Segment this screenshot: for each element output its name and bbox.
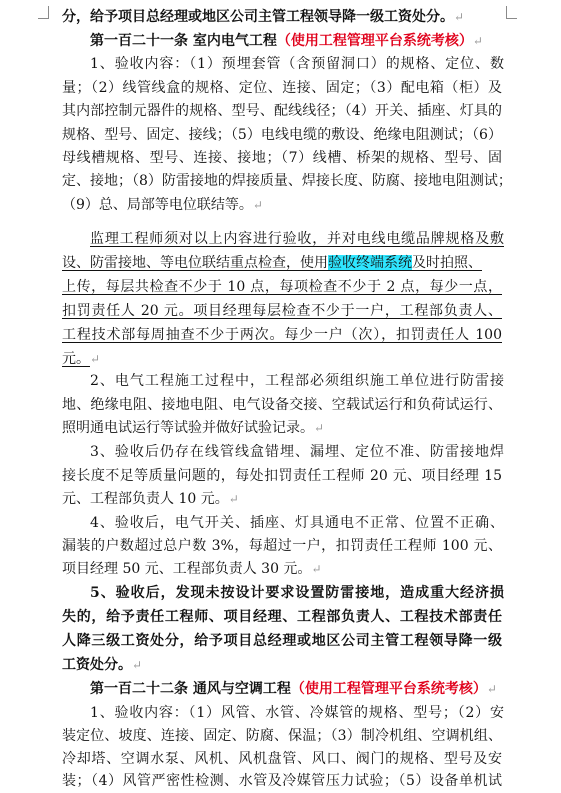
text-line: 地、绝缘电阻、接地电阻、电气设备交接、空载试运行和负荷试运行、 bbox=[62, 397, 502, 413]
text-line: 元。↵ bbox=[62, 351, 101, 367]
text-line: 照明通电试运行等试验并做好试验记录。↵ bbox=[62, 420, 325, 436]
paragraph-mark: ↵ bbox=[132, 658, 143, 672]
margin-crop-mark-right bbox=[506, 6, 517, 19]
article-heading-note: （使用工程管理平台系统考核） bbox=[276, 33, 473, 49]
paragraph-mark: ↵ bbox=[90, 352, 101, 366]
text-line: 失的，给予责任工程师、项目经理、工程部负责人、工程技术部责任 bbox=[62, 609, 502, 625]
text-line-underlined: 监理工程师须对以上内容进行验收，并对电线电缆品牌规格及敷 bbox=[90, 231, 504, 247]
text-line: 2、电气工程施工过程中，工程部必须组织施工单位进行防雷接 bbox=[90, 373, 504, 389]
text-line: 工资处分。↵ bbox=[62, 657, 143, 673]
text-line: 规格、型号、固定、接线；（5）电线电缆的敷设、绝缘电阻测试；（6） bbox=[62, 127, 502, 143]
article-heading-122: 第一百二十二条 通风与空调工程（使用工程管理平台系统考核）↵ bbox=[90, 681, 497, 697]
text-line: 1、验收内容：（1）预埋套管（含预留洞口）的规格、定位、数 bbox=[90, 56, 504, 72]
margin-crop-mark-left bbox=[38, 6, 49, 19]
text-line: 项目经理 50 元、工程部负责人 30 元。↵ bbox=[62, 561, 322, 577]
article-heading-121: 第一百二十一条 室内电气工程（使用工程管理平台系统考核）↵ bbox=[90, 33, 483, 49]
text-line: （9）总、局部等电位联结等。↵ bbox=[62, 197, 263, 213]
text-line: 其内部控制元器件的规格、型号、配线线径；（4）开关、插座、灯具的 bbox=[62, 103, 502, 119]
paragraph-mark: ↵ bbox=[472, 34, 483, 48]
text-line: 漏装的户数超过总户数 3%，每超过一户，扣罚责任工程师 100 元、 bbox=[62, 538, 502, 554]
text-line: 装定位、坡度、连接、固定、防腐、保温；（3）制冷机组、空调机组、 bbox=[62, 728, 502, 744]
text-line: 4、验收后，电气开关、插座、灯具通电不正常、位置不正确、 bbox=[90, 515, 504, 531]
paragraph-mark: ↵ bbox=[228, 492, 239, 506]
text-line: 5、验收后，发现未按设计要求设置防雷接地，造成重大经济损 bbox=[90, 585, 504, 601]
paragraph-mark: ↵ bbox=[311, 562, 322, 576]
text-line: 1、验收内容：（1）风管、水管、冷媒管的规格、型号；（2）安 bbox=[90, 705, 504, 721]
text-line: 定、接地；（8）防雷接地的焊接质量、焊接长度、防腐、接地电阻测试； bbox=[62, 173, 512, 189]
text-line: 母线槽规格、型号、连接、接地；（7）线槽、桥架的规格、型号、固 bbox=[62, 150, 502, 166]
text-line: 元、工程部负责人 10 元。↵ bbox=[62, 491, 239, 507]
text-line-underlined: 设、防雷接地、等电位联结重点检查，使用验收终端系统及时拍照、 bbox=[62, 255, 482, 271]
paragraph-mark: ↵ bbox=[454, 10, 465, 24]
text-line: 3、验收后仍存在线管线盒错埋、漏埋、定位不准、防雷接地焊 bbox=[90, 444, 504, 460]
paragraph-mark: ↵ bbox=[252, 198, 263, 212]
text-line: 冷却塔、空调水泵、风机、风机盘管、风口、阀门的规格、型号及安 bbox=[62, 751, 502, 767]
text-line: 人降三级工资处分，给予项目总经理或地区公司主管工程领导降一级 bbox=[62, 633, 502, 649]
text-line: 接长度不足等质量问题的，每处扣罚责任工程师 20 元、项目经理 15 bbox=[62, 468, 502, 484]
text-line: 量；（2）线管线盒的规格、定位、连接、固定；（3）配电箱（柜）及 bbox=[62, 80, 502, 96]
paragraph-mark: ↵ bbox=[314, 421, 325, 435]
text-line-underlined: 工程技术部每周抽查不少于两次。每少一户（次），扣罚责任人 100 bbox=[62, 327, 502, 343]
text-line-underlined: 扣罚责任人 20 元。项目经理每层检查不少于一户，工程部负责人、 bbox=[62, 303, 502, 319]
paragraph-mark: ↵ bbox=[486, 682, 497, 696]
text-line: 装；（4）风管严密性检测、水管及冷媒管压力试验；（5）设备单机试 bbox=[62, 773, 502, 789]
text-line-underlined: 上传，每层共检查不少于 10 点，每项检查不少于 2 点，每少一点， bbox=[62, 279, 502, 295]
article-heading-note: （使用工程管理平台系统考核） bbox=[290, 681, 487, 697]
highlighted-term: 验收终端系统 bbox=[328, 255, 412, 271]
text-line: 分，给予项目总经理或地区公司主管工程领导降一级工资处分。↵ bbox=[62, 9, 465, 25]
